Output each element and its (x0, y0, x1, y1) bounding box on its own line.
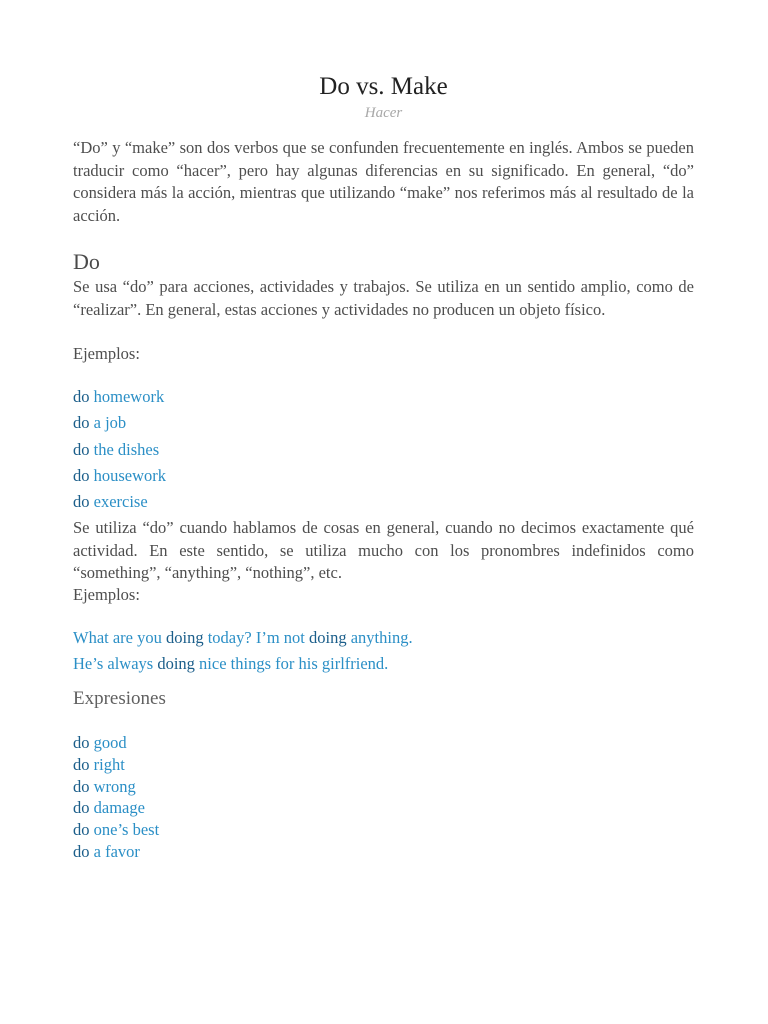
list-item (73, 490, 166, 516)
expression-verb: do (73, 776, 90, 796)
example-verb: do (73, 439, 90, 459)
expression-verb: do (73, 841, 90, 861)
expression-verb: do (73, 820, 90, 840)
expression-object: right (93, 754, 125, 774)
expression-verb: do (73, 754, 90, 774)
example-sentences-list (73, 626, 413, 678)
sentence-text: nice things for his girlfriend. (194, 654, 389, 673)
expression-object: one’s best (93, 820, 160, 840)
example-verb: do (73, 387, 90, 406)
section-heading-expressions: Expresiones (73, 688, 166, 709)
do-general-description: Se utiliza “do” cuando hablamos de cosas en general, cuando no decimos exactamente qué actividad. En este sentido, se utiliza mucho con los pronombres indefinidos como “something”, “anything”, “nothing”, etc. (73, 518, 694, 582)
list-item (73, 385, 166, 411)
list-item (73, 438, 166, 464)
sentence-verb: doing (166, 628, 204, 647)
sentence-text: anything. (346, 628, 413, 647)
do-examples-list (73, 385, 166, 516)
expression-verb: do (73, 798, 90, 818)
page-subtitle: Hacer (364, 105, 403, 121)
example-sentence (73, 626, 413, 652)
expression-object: good (93, 733, 127, 752)
example-verb: do (73, 465, 90, 485)
example-object: the dishes (93, 439, 160, 459)
sentence-text: today? I’m not (203, 628, 309, 647)
list-item (73, 819, 159, 841)
example-object: exercise (93, 492, 148, 512)
list-item (73, 411, 166, 437)
sentence-verb: doing (157, 654, 195, 673)
list-item (73, 732, 159, 754)
list-item (73, 841, 159, 863)
list-item (73, 776, 159, 798)
example-object: homework (93, 387, 165, 406)
list-item (73, 464, 166, 490)
example-object: housework (93, 465, 167, 485)
expression-object: wrong (93, 776, 136, 796)
expression-object: a favor (93, 841, 140, 861)
intro-paragraph: “Do” y “make” son dos verbos que se confunden frecuentemente en inglés. Ambos se pueden traducir como “hacer”, pero hay algunas diferencias en su significado. En general, “do” considera más la acción, mientras que utilizando “make” nos referimos más al resultado de la acción. (73, 138, 694, 225)
example-object: a job (93, 413, 127, 433)
section-heading-do: Do (73, 249, 100, 274)
example-sentence (73, 652, 413, 678)
sentence-text: He’s always (73, 654, 158, 673)
list-item (73, 754, 159, 776)
example-verb: do (73, 492, 90, 512)
expression-verb: do (73, 733, 90, 752)
examples-label: Ejemplos: (73, 344, 140, 363)
examples-label-2: Ejemplos: (73, 585, 140, 604)
list-item (73, 797, 159, 819)
sentence-verb: doing (308, 628, 347, 647)
expression-object: damage (93, 798, 145, 818)
example-verb: do (73, 413, 90, 433)
do-description: Se usa “do” para acciones, actividades y trabajos. Se utiliza en un sentido amplio, como de “realizar”. En general, estas acciones y actividades no producen un objeto físico. (73, 277, 694, 319)
sentence-text: What are you (73, 628, 166, 647)
page-title: Do vs. Make (319, 73, 448, 100)
expressions-list (73, 732, 159, 863)
